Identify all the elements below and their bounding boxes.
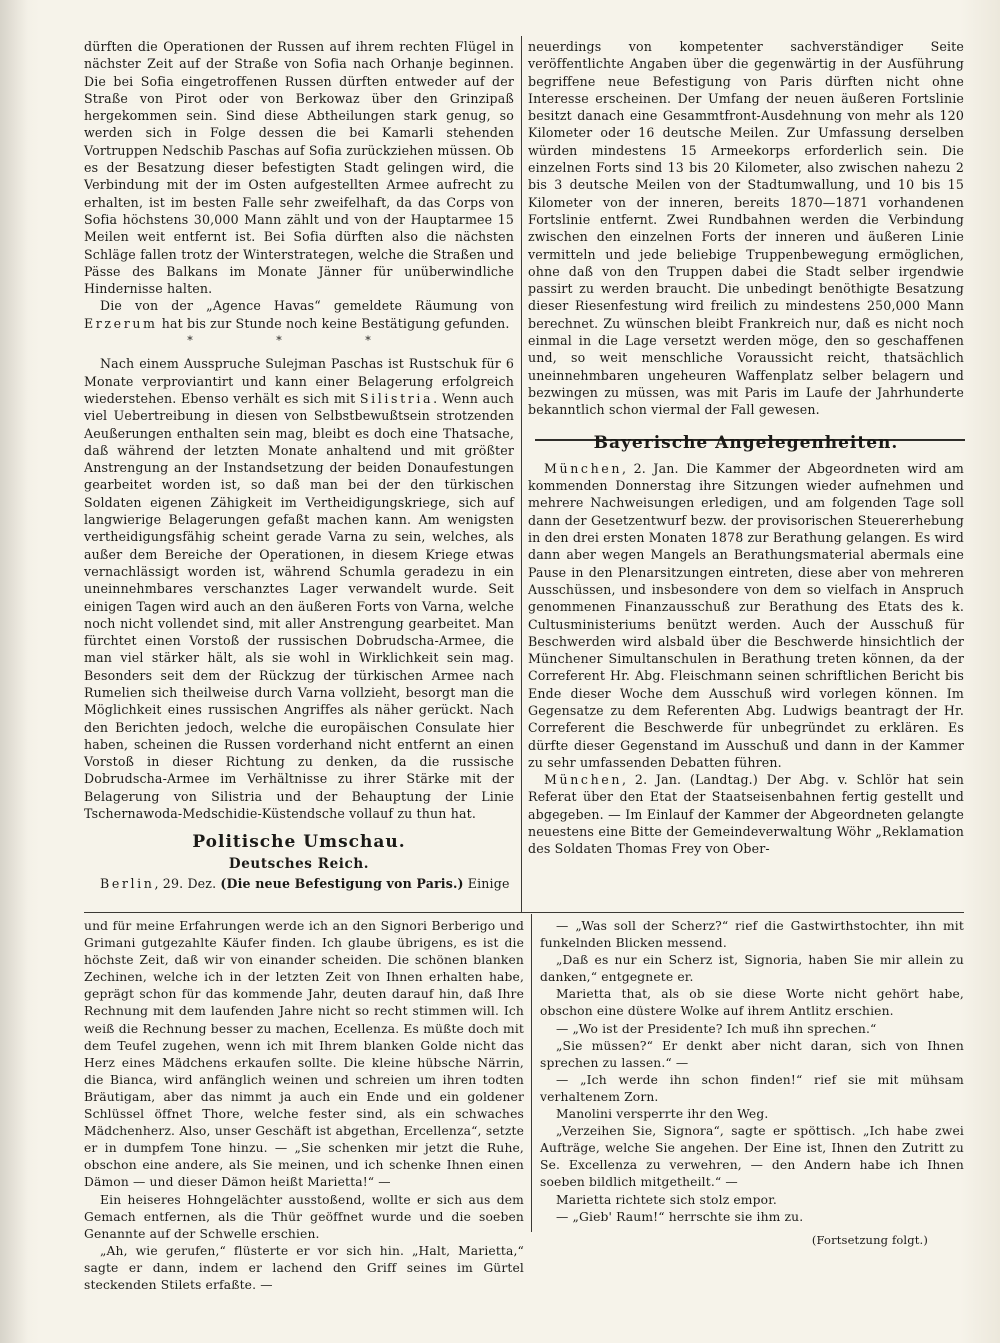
story-paragraph: — „Gieb' Raum!“ herrschte sie ihm zu. (556, 1209, 804, 1224)
story-paragraph: „Ah, wie gerufen,“ flüsterte er vor sich hin. „Halt, Marietta,“ sagte er dann, indem er lachend den Griff seines im Gürtel steckenden Stilets erfaßte. — (84, 1243, 524, 1292)
column-feuilleton-right (540, 918, 964, 1249)
article-paragraph (84, 355, 514, 822)
story-paragraph: Manolini versperrte ihr den Weg. (556, 1107, 769, 1122)
text-span: . Wenn auch viel Uebertreibung in diesen von Selbstbewußtsein strotzenden Aeußerungen enthalten sein mag, bleibt es doch eine Thatsache, daß während der letzten Monate anhaltend und mit größter Anstrengung an der Instandsetzung der beiden Donaufestungen gearbeitet worden ist, so daß man bei der den türkischen Soldaten eigenen Zähigkeit im Vertheidigungskriege, sich auf langwierige Belagerungen gefaßt machen kann. Am wenigsten vertheidigungsfähig scheint gerade Varna zu sein, welches, als außer dem Bereiche der Operationen, in diesem Kriege etwas vernachlässigt worden ist, während Schumla geradezu in ein uneinnehmbares verschanztes Lager verwandelt wurde. Seit einigen Tagen wird auch an den äußeren Forts von Varna, welche noch nicht vollendet sind, mit aller Anstrengung gearbeitet. Man fürchtet einen Vorstoß der russischen Dobrudscha-Armee, die man viel stärker hält, als sie wohl in Wirklichkeit sein mag. Besonders seit dem der Rückzug der türkischen Armee nach Rumelien sich theilweise durch Varna vollzieht, besorgt man die Möglichkeit eines russischen Angriffes als näher gerückt. Nach den Berichten jedoch, welche die europäischen Consulate hier haben, scheinen die Russen vorderhand nicht entfernt an einen Vorstoß in dieser Richtung zu denken, da die russische Dobrudscha-Armee im Verhältnisse zu ihrer Stärke mit der Belagerung von Silistria und der Behauptung der Linie Tschernawoda-Medschidie-Küstendsche vollauf zu thun hat. (84, 390, 514, 822)
column-feuilleton-left (84, 918, 524, 1294)
section-heading-bavaria: Bayerische Angelegenheiten. (593, 432, 899, 453)
article-paragraph (84, 297, 514, 332)
feuilleton-divider (84, 912, 964, 913)
story-paragraph: „Sie müssen?“ Er denkt aber nicht daran, sich von Ihnen sprechen zu lassen.“ — (540, 1038, 964, 1070)
column-top-left (84, 38, 514, 892)
text-span: , 2. Jan. Die Kammer der Abgeordneten wird am kommenden Donnerstag ihre Sitzungen wieder aufnehmen und mehrere Nachweisungen erledigen, und am folgenden Tage soll dann der Gesetzentwurf bezw. der provisorischen Steuererhebung in den drei ersten Monaten 1878 zur Berathung gelangen. Es wird dann aber wegen Mangels an Berathungsmaterial abermals eine Pause in den Plenarsitzungen eintreten, diese aber von mehreren Ausschüssen, und insbesondere von dem so vielfach in Anspruch genommenen Finanzausschuß zur Berathung des Etats des k. Cultusministeriums benützt werden. Auch der Ausschuß für Beschwerden wird alsbald über die Beschwerde hinsichtlich der Münchener Simultanschulen in Berathung treten können, da der Correferent Hr. Abg. Fleischmann seinen schriftlichen Bericht bis Ende dieser Woche dem Ausschuß wird vorlegen können. Im Gegensatze zu dem Referenten Abg. Ludwigs beantragt der Hr. Correferent die Beschwerde für unbegründet zu erklären. Es dürfte dieser Gegenstand im Ausschuß und dann in der Kammer zu sehr umfassenden Debatten führen. (528, 460, 964, 770)
dateline-place: München (544, 460, 623, 476)
continued-notice: (Fortsetzung folgt.) (811, 1232, 928, 1247)
article-paragraph: dürften die Operationen der Russen auf ihrem rechten Flügel in nächster Zeit auf der Straße von Sofia nach Orhanje beginnen. Die bei Sofia eingetroffenen Russen dürften entweder auf der Straße von Pirot oder von Berkowaz über den Grinzipaß hergekommen sein. Sind diese Abtheilungen stark genug, so werden sich in Folge dessen die bei Kamarli stehenden Vortruppen Nedschib Paschas auf Sofia zurückziehen müssen. Ob es der Besatzung dieser befestigten Stadt gelingen wird, die Verbindung mit der im Osten aufgestellten Armee aufrecht zu erhalten, ist im besten Falle sehr zweifelhaft, da das Corps von Sofia höchstens 30,000 Mann zählt und von der Hauptarmee 15 Meilen weit entfernt ist. Bei Sofia dürften also die nächsten Schläge fallen trotz der Winterstrategen, welche die Straßen und Pässe des Balkans im Monate Jänner für unüberwindliche Hindernisse halten. (84, 39, 514, 297)
column-top-right (528, 38, 964, 858)
story-paragraph: — „Was soll der Scherz?“ rief die Gastwirthstochter, ihn mit funkelnden Blicken messend. (540, 919, 964, 951)
dateline-date: , 29. Dez. (154, 875, 221, 891)
article-paragraph: neuerdings von kompetenter sachverständiger Seite veröffentlichte Angaben über die gegenwärtig in der Ausführung begriffene neue Befestigung von Paris dürften nicht ohne Interesse erscheinen. Der Umfang der neuen äußeren Fortslinie besitzt danach eine Gesammtfront-Ausdehnung von mehr als 120 Kilometer oder 16 deutsche Meilen. Zur Umfassung derselben würden mindestens 15 Armeekorps erforderlich sein. Die einzelnen Forts sind 13 bis 20 Kilometer, also zwischen nahezu 2 bis 3 deutsche Meilen von der Stadtumwallung, und 10 bis 15 Kilometer von der inneren, bereits 1870—1871 vorhandenen Fortslinie entfernt. Zwei Rundbahnen werden die Verbindung zwischen den einzelnen Forts der inneren und äußeren Linie vermitteln und jede beliebige Truppenbewegung ermöglichen, ohne daß von den Truppen dabei die Stadt selber irgendwie passirt zu werden braucht. Die unbedingt benöthigte Besatzung dieser Riesenfestung wird freilich zu mindestens 250,000 Mann berechnet. Zu wünschen bleibt Frankreich nur, daß es nicht noch einmal in die Lage versetzt werden möge, den so geschaffenen und, so weit menschliche Voraussicht reicht, thatsächlich uneinnehmbaren ungeheuren Waffenplatz selber belagern und bezwingen zu müssen, was mit Paris im Laufe der Jahrhunderte bekanntlich schon viermal der Fall gewesen. (528, 39, 964, 418)
dateline-place: München (544, 772, 623, 788)
text-span: , 2. Jan. (Landtag.) Der Abg. v. Schlör hat sein Referat über den Etat der Staatseisenbahnen fertig gestellt und abgegeben. — Im Einlauf der Kammer der Abgeordneten gelangte neuestens eine Bitte der Gemeindeverwaltung Wöhr „Reklamation des Soldaten Thomas Frey von Ober- (528, 772, 964, 857)
article-paragraph (528, 460, 964, 771)
story-paragraph: „Daß es nur ein Scherz ist, Signoria, haben Sie mir allein zu danken,“ entgegnete er. (540, 953, 964, 985)
text-span: Die von der „Agence Havas“ gemeldete Räumung von (100, 298, 514, 314)
place-name: Silistria (359, 390, 434, 406)
text-span: hat bis zur Stunde noch keine Bestätigung gefunden. (157, 315, 510, 331)
story-paragraph: — „Wo ist der Presidente? Ich muß ihn sprechen.“ (556, 1021, 877, 1036)
section-separator-stars: * * * (187, 334, 411, 348)
subheading-reich: Deutsches Reich. (228, 855, 370, 872)
story-paragraph: Ein heiseres Hohngelächter ausstoßend, wollte er sich aus dem Gemach entfernen, als die Thür geöffnet wurde und die soeben Genannte auf der Schwelle erschien. (84, 1192, 524, 1241)
text-span: Nach einem Ausspruche Sulejman Paschas ist Rustschuk für 6 Monate verproviantirt und kann einer Belagerung erfolgreich wiederstehen. Ebenso verhält es sich mit (84, 356, 514, 406)
text-span: Einige (463, 875, 510, 891)
story-paragraph: Marietta richtete sich stolz empor. (556, 1192, 777, 1207)
article-dateline (84, 875, 514, 892)
page-shadow (0, 0, 28, 1343)
dateline-topic: (Die neue Befestigung von Paris.) (220, 875, 464, 891)
article-paragraph (528, 771, 964, 857)
story-paragraph: und für meine Erfahrungen werde ich an den Signori Berberigo und Grimani gutgezahlte Käufer finden. Ich glaube übrigens, es ist die höchste Zeit, daß wir von einander scheiden. Die schönen blanken Zechinen, welche ich in der letzten Zeit von Ihnen erhalten habe, geprägt schon für das kommende Jahr, deuten darauf hin, daß Ihre Rechnung mit dem laufenden Jahre nicht so recht stimmen will. Ich weiß die Rechnung besser zu machen, Ecellenza. Es müßte doch mit dem Teufel zugehen, wenn ich mit Ihrem blanken Golde nicht das Herz eines Mädchens erkaufen sollte. Die kleine hübsche Närrin, die Bianca, wird anfänglich weinen und schreien um ihren todten Bräutigam, aber das nimmt ja auch ein Ende und ein goldener Schlüssel öffnet Thore, welche fester sind, als ein schwaches Mädchenherz. Also, unser Geschäft ist abgethan, Ercellenza“, setzte er in dumpfem Tone hinzu. — „Sie schenken mir jetzt die Ruhe, obschon eine andere, als Sie meinen, und ich schenke Ihnen einen Dämon — und dieser Dämon heißt Marietta!“ — (84, 919, 524, 1190)
story-paragraph: Marietta that, als ob sie diese Worte nicht gehört habe, obschon eine düstere Wolke auf ihrem Antlitz erschien. (540, 987, 964, 1019)
place-name: Erzerum (84, 315, 158, 331)
story-paragraph: — „Ich werde ihn schon finden!“ rief sie mit mühsam verhaltenem Zorn. (540, 1072, 964, 1104)
column-divider-bottom (531, 914, 532, 1232)
dateline-place: Berlin (100, 875, 155, 891)
column-divider-top (521, 36, 522, 912)
section-heading-politics: Politische Umschau. (192, 832, 406, 853)
story-paragraph: „Verzeihen Sie, Signora“, sagte er spöttisch. „Ich habe zwei Aufträge, welche Sie angehen. Der Eine ist, Ihnen den Zutritt zu Se. Excellenza zu verwehren, — den Andern habe ich Ihnen soeben bildlich mitgetheilt.“ — (540, 1124, 964, 1190)
